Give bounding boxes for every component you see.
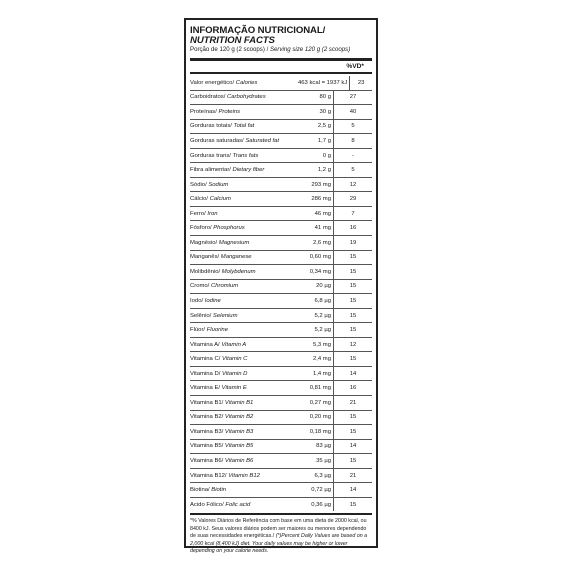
nutrient-name xyxy=(190,400,298,406)
nutrient-name-portuguese: Molibdênio/ xyxy=(190,268,221,275)
nutrient-name-portuguese: Vitamina B2/ xyxy=(190,414,224,421)
nutrient-name-portuguese: Valor energético/ xyxy=(190,79,235,86)
nutrient-name-portuguese: Vitamina B3/ xyxy=(190,428,224,435)
nutrient-name-english: Vitamin B6 xyxy=(223,457,254,464)
nutrient-name-portuguese: Vitamina E/ xyxy=(190,385,221,392)
nutrient-daily-value: 40 xyxy=(349,108,357,115)
nutrient-quantity: 0,27 mg xyxy=(298,396,334,410)
nutrient-name xyxy=(190,138,298,144)
nutrient-quantity: 80 g xyxy=(298,91,334,105)
nutrient-name xyxy=(190,487,298,493)
nutrient-daily-value: 21 xyxy=(349,399,357,406)
nutrient-name xyxy=(190,167,298,173)
serving-size-portuguese: Porção de 120 g (2 scoops) xyxy=(190,46,265,53)
table-row xyxy=(190,483,372,498)
nutrient-quantity: 2,5 g xyxy=(298,120,334,134)
footnote-portuguese: *% Valores Diários de Referência com base em uma dieta de 2000 kcal, ou 8400 kJ. Seus valores diários podem ser maiores ou menores dependendo de suas necessidades energéticas./ xyxy=(190,518,367,540)
nutrient-quantity: 0,60 mg xyxy=(298,251,334,265)
nutrient-name-portuguese: Fósforo/ xyxy=(190,225,212,232)
nutrient-name-english: Iodine xyxy=(203,297,221,304)
nutrient-name xyxy=(190,153,298,159)
nutrient-quantity: 293 mg xyxy=(298,178,334,192)
nutrient-name-portuguese: Proteínas/ xyxy=(190,108,217,115)
nutrient-name-portuguese: Vitamina B5/ xyxy=(190,443,224,450)
nutrient-quantity: 6,3 µg xyxy=(298,469,334,483)
nutrient-quantity: 5,2 µg xyxy=(298,309,334,323)
table-row xyxy=(190,163,372,178)
title-portuguese: INFORMAÇÃO NUTRICIONAL/ xyxy=(190,25,326,36)
nutrient-quantity: 286 mg xyxy=(298,192,334,206)
nutrient-name-english: Vitamin B1 xyxy=(223,399,254,406)
nutrient-daily-value: 21 xyxy=(349,472,357,479)
nutrient-name-english: Vitamin B2 xyxy=(223,414,254,421)
table-row xyxy=(190,149,372,164)
nutrient-name xyxy=(190,356,298,362)
table-row xyxy=(190,294,372,309)
nutrient-name-english: Magnesium xyxy=(217,239,250,246)
nutrient-daily-value: 14 xyxy=(349,443,357,450)
nutrient-name-english: Trans fats xyxy=(230,152,259,159)
nutrient-name-english: Folic acid xyxy=(223,501,251,508)
nutrient-name xyxy=(190,80,298,86)
nutrient-name-english: Manganese xyxy=(219,254,252,261)
nutrient-name-portuguese: Gorduras saturadas/ xyxy=(190,137,244,144)
nutrient-name xyxy=(190,458,298,464)
nutrient-quantity: 1,7 g xyxy=(298,134,334,148)
daily-value-header: %VD* xyxy=(346,63,364,70)
nutrient-name-portuguese: Cromo/ xyxy=(190,283,210,290)
table-row xyxy=(190,411,372,426)
nutrient-name-portuguese: Carboidratos/ xyxy=(190,94,226,101)
nutrient-name-english: Sodium xyxy=(206,181,229,188)
nutrient-name xyxy=(190,269,298,275)
nutrient-name-portuguese: Manganês/ xyxy=(190,254,220,261)
nutrient-name-english: Vitamin D xyxy=(220,370,248,377)
nutrient-quantity: 0,34 mg xyxy=(298,265,334,279)
serving-size xyxy=(190,46,372,54)
nutrient-daily-value: 15 xyxy=(349,254,357,261)
nutrient-name xyxy=(190,196,298,202)
nutrient-name-english: Calories xyxy=(234,79,258,86)
table-row xyxy=(190,192,372,207)
nutrient-name xyxy=(190,109,298,115)
title-english: NUTRITION FACTS xyxy=(190,35,275,46)
nutrient-name-portuguese: Cálcio/ xyxy=(190,196,209,203)
nutrient-name xyxy=(190,283,298,289)
nutrient-name-english: Phosphorus xyxy=(211,225,245,232)
nutrition-facts-panel xyxy=(184,18,378,555)
nutrient-name xyxy=(190,254,298,260)
nutrient-quantity: 0,72 µg xyxy=(298,483,334,497)
table-row xyxy=(190,309,372,324)
nutrient-name-english: Calcium xyxy=(208,196,231,203)
nutrient-name-portuguese: Magnésio/ xyxy=(190,239,218,246)
nutrient-name-portuguese: Gorduras trans/ xyxy=(190,152,231,159)
table-row xyxy=(190,440,372,455)
nutrient-name xyxy=(190,371,298,377)
table-row xyxy=(190,469,372,484)
table-row xyxy=(190,236,372,251)
nutrient-name-portuguese: Vitamina B1/ xyxy=(190,399,224,406)
serving-size-separator: / xyxy=(264,46,270,53)
nutrient-quantity: 35 µg xyxy=(298,454,334,468)
table-row xyxy=(190,338,372,353)
nutrient-daily-value: 14 xyxy=(349,487,357,494)
nutrient-daily-value: 15 xyxy=(349,501,357,508)
nutrient-daily-value: - xyxy=(352,152,354,159)
nutrient-quantity: 0,81 mg xyxy=(298,381,334,395)
nutrient-name-portuguese: Vitamina D/ xyxy=(190,370,221,377)
nutrient-daily-value: 16 xyxy=(349,225,357,232)
table-row xyxy=(190,120,372,135)
nutrient-daily-value: 12 xyxy=(349,341,357,348)
nutrient-quantity: 0,36 µg xyxy=(298,498,334,512)
nutrient-daily-value: 14 xyxy=(349,370,357,377)
nutrient-daily-value: 15 xyxy=(349,283,357,290)
nutrient-table xyxy=(190,76,372,511)
table-row xyxy=(190,352,372,367)
nutrient-quantity: 1,4 mg xyxy=(298,367,334,381)
nutrient-name-portuguese: Ácido Fólico/ xyxy=(190,501,224,508)
nutrient-name xyxy=(190,327,298,333)
nutrient-quantity: 6,8 µg xyxy=(298,294,334,308)
nutrient-name xyxy=(190,414,298,420)
table-row xyxy=(190,367,372,382)
nutrient-quantity: 5,2 µg xyxy=(298,323,334,337)
nutrient-name-portuguese: Biotina/ xyxy=(190,487,210,494)
nutrient-name-english: Vitamin C xyxy=(220,356,248,363)
nutrient-name xyxy=(190,225,298,231)
table-row xyxy=(190,207,372,222)
nutrient-quantity: 0,20 mg xyxy=(298,411,334,425)
nutrient-name-english: Proteins xyxy=(216,108,241,115)
nutrient-daily-value: 15 xyxy=(349,428,357,435)
nutrient-name-english: Carbohydrates xyxy=(225,94,266,101)
nutrient-name-portuguese: Vitamina C/ xyxy=(190,356,221,363)
nutrient-name xyxy=(190,502,298,508)
nutrient-daily-value: 15 xyxy=(349,327,357,334)
nutrient-daily-value: 15 xyxy=(349,312,357,319)
nutrient-quantity: 41 mg xyxy=(298,221,334,235)
nutrient-quantity: 30 g xyxy=(298,105,334,119)
nutrient-quantity: 20 µg xyxy=(298,280,334,294)
nutrient-quantity: 463 kcal = 1937 kJ xyxy=(298,76,350,90)
nutrient-name xyxy=(190,342,298,348)
nutrient-name xyxy=(190,298,298,304)
nutrient-name-english: Vitamin E xyxy=(220,385,247,392)
nutrient-name-english: Total fat xyxy=(231,123,255,130)
nutrient-daily-value: 16 xyxy=(349,385,357,392)
nutrient-name xyxy=(190,443,298,449)
nutrient-daily-value: 15 xyxy=(349,268,357,275)
table-row xyxy=(190,454,372,469)
nutrient-name xyxy=(190,123,298,129)
divider-medium xyxy=(190,72,372,74)
nutrient-daily-value: 5 xyxy=(351,167,355,174)
footnote xyxy=(190,513,372,555)
nutrient-name xyxy=(190,240,298,246)
nutrient-name-portuguese: Ferro/ xyxy=(190,210,206,217)
serving-size-english: Serving size 120 g (2 scoops) xyxy=(269,46,351,53)
table-row xyxy=(190,178,372,193)
nutrient-daily-value: 15 xyxy=(349,414,357,421)
table-row xyxy=(190,265,372,280)
nutrient-name-portuguese: Fibra alimentar/ xyxy=(190,167,231,174)
nutrient-name xyxy=(190,429,298,435)
nutrient-name-english: Vitamin A xyxy=(219,341,247,348)
nutrient-quantity: 2,4 mg xyxy=(298,352,334,366)
nutrient-name-english: Saturated fat xyxy=(243,137,280,144)
nutrient-daily-value: 5 xyxy=(351,123,355,130)
nutrient-name-english: Vitamin B3 xyxy=(223,428,254,435)
nutrient-daily-value: 7 xyxy=(351,210,355,217)
nutrient-daily-value: 8 xyxy=(351,137,355,144)
nutrient-name xyxy=(190,385,298,391)
nutrient-name-english: Vitamin B12 xyxy=(226,472,260,479)
table-row xyxy=(190,134,372,149)
nutrient-name-english: Vitamin B5 xyxy=(223,443,254,450)
table-row xyxy=(190,498,372,512)
table-row xyxy=(190,251,372,266)
nutrient-daily-value: 12 xyxy=(349,181,357,188)
nutrient-name-portuguese: Vitamina B12/ xyxy=(190,472,227,479)
nutrient-name-english: Selenium xyxy=(211,312,238,319)
table-row xyxy=(190,221,372,236)
footnote-english: (*)Percent Daily Values are based on a 2,000 kcal (8,400 kJ) diet. Your daily values may be higher or lower depending on your calorie needs. xyxy=(190,533,368,555)
nutrient-name-portuguese: Gorduras totais/ xyxy=(190,123,232,130)
table-row xyxy=(190,76,372,91)
table-row xyxy=(190,105,372,120)
nutrient-quantity: 1,2 g xyxy=(298,163,334,177)
nutrient-name-english: Dietary fiber xyxy=(230,167,265,174)
nutrient-name-portuguese: Iodo/ xyxy=(190,297,204,304)
nutrient-name xyxy=(190,313,298,319)
nutrient-quantity: 0 g xyxy=(298,149,334,163)
nutrient-name-english: Fluorine xyxy=(205,327,228,334)
nutrient-name-english: Biotin xyxy=(209,487,227,494)
table-row xyxy=(190,396,372,411)
nutrient-name-portuguese: Flúor/ xyxy=(190,327,206,334)
nutrient-daily-value: 15 xyxy=(349,356,357,363)
table-row xyxy=(190,323,372,338)
nutrient-daily-value: 19 xyxy=(349,239,357,246)
nutrient-name xyxy=(190,211,298,217)
nutrient-daily-value: 29 xyxy=(349,196,357,203)
table-row xyxy=(190,91,372,106)
nutrient-name-portuguese: Vitamina A/ xyxy=(190,341,220,348)
nutrient-name-english: Chromium xyxy=(209,283,239,290)
table-row xyxy=(190,425,372,440)
nutrient-name-english: Molybdenum xyxy=(220,268,256,275)
nutrient-name xyxy=(190,473,298,479)
nutrient-name-portuguese: Vitamina B6/ xyxy=(190,457,224,464)
nutrient-quantity: 0,18 mg xyxy=(298,425,334,439)
nutrient-name xyxy=(190,94,298,100)
nutrient-name-portuguese: Sódio/ xyxy=(190,181,207,188)
nutrient-quantity: 5,3 mg xyxy=(298,338,334,352)
nutrient-daily-value: 27 xyxy=(349,94,357,101)
nutrient-quantity: 83 µg xyxy=(298,440,334,454)
nutrient-name-portuguese: Selênio/ xyxy=(190,312,212,319)
nutrient-name-english: Iron xyxy=(205,210,218,217)
nutrient-daily-value: 23 xyxy=(357,79,365,86)
table-row xyxy=(190,280,372,295)
nutrient-daily-value: 15 xyxy=(349,297,357,304)
nutrient-quantity: 46 mg xyxy=(298,207,334,221)
nutrient-quantity: 2,6 mg xyxy=(298,236,334,250)
table-row xyxy=(190,381,372,396)
nutrient-name xyxy=(190,182,298,188)
nutrient-daily-value: 15 xyxy=(349,457,357,464)
